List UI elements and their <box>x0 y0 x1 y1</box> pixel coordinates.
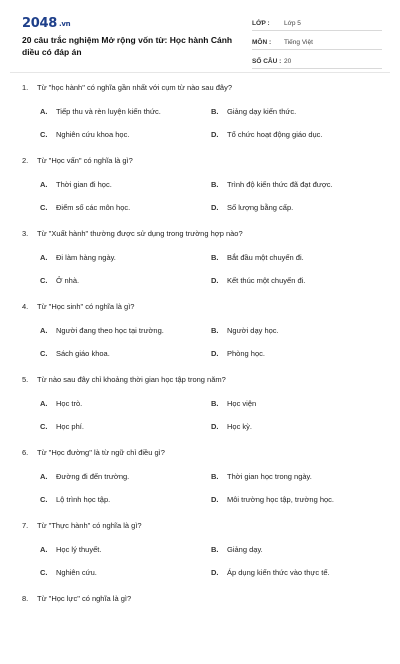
meta-value: 20 <box>284 57 292 65</box>
answer-options <box>22 533 382 588</box>
option-letter: A. <box>40 544 48 554</box>
answer-option[interactable] <box>40 251 210 263</box>
question-number: 3. <box>22 229 29 238</box>
question-item <box>22 153 382 226</box>
option-letter: A. <box>40 471 48 481</box>
option-letter: D. <box>211 421 219 431</box>
question-number: 2. <box>22 156 29 165</box>
meta-row-question-count <box>252 54 382 69</box>
question-item <box>22 299 382 372</box>
answer-option[interactable] <box>211 251 381 263</box>
option-text: Đi làm hàng ngày. <box>56 252 116 262</box>
question-number: 7. <box>22 521 29 530</box>
answer-option[interactable] <box>40 420 210 432</box>
question-text: Từ nào sau đây chỉ khoảng thời gian học tập trong năm? <box>37 375 226 384</box>
answer-option[interactable] <box>40 543 210 555</box>
question-item <box>22 445 382 518</box>
answer-options <box>22 95 382 150</box>
answer-option[interactable] <box>40 324 210 336</box>
question-text: Từ "Học sinh" có nghĩa là gì? <box>37 302 135 311</box>
option-letter: C. <box>40 494 48 504</box>
brand-logo[interactable] <box>22 16 70 31</box>
answer-option[interactable] <box>40 178 210 190</box>
option-letter: A. <box>40 325 48 335</box>
answer-option[interactable] <box>211 543 381 555</box>
option-letter: B. <box>211 471 219 481</box>
answer-options <box>22 460 382 515</box>
answer-option[interactable] <box>211 128 381 140</box>
option-text: Giảng dạy kiến thức. <box>227 106 297 116</box>
meta-row-grade <box>252 16 382 31</box>
option-text: Đường đi đến trường. <box>56 471 130 481</box>
option-letter: D. <box>211 567 219 577</box>
answer-option[interactable] <box>40 274 210 286</box>
answer-option[interactable] <box>211 178 381 190</box>
option-text: Học viện <box>227 398 257 408</box>
answer-option[interactable] <box>211 347 381 359</box>
question-item <box>22 591 382 664</box>
option-letter: A. <box>40 398 48 408</box>
option-text: Học trò. <box>56 398 83 408</box>
answer-option[interactable] <box>40 397 210 409</box>
option-letter: A. <box>40 179 48 189</box>
option-text: Thời gian học trong ngày. <box>227 471 312 481</box>
option-text: Ở nhà. <box>56 275 80 285</box>
option-text: Người dạy học. <box>227 325 279 335</box>
option-letter: D. <box>211 275 219 285</box>
meta-label: MÔN : <box>252 38 272 46</box>
option-letter: B. <box>211 398 219 408</box>
answer-option[interactable] <box>211 324 381 336</box>
answer-option[interactable] <box>40 105 210 117</box>
answer-options <box>22 168 382 223</box>
brand-logo-suffix: .vn <box>58 20 71 28</box>
question-item <box>22 226 382 299</box>
meta-info-panel <box>252 16 382 73</box>
option-text: Học lý thuyết. <box>56 544 102 554</box>
question-number: 4. <box>22 302 29 311</box>
option-text: Nghiên cứu. <box>56 567 97 577</box>
brand-logo-text: 2048 <box>22 16 57 31</box>
answer-option[interactable] <box>40 201 210 213</box>
question-item <box>22 518 382 591</box>
answer-option[interactable] <box>211 201 381 213</box>
option-text: Giảng dạy. <box>227 544 263 554</box>
question-list <box>22 80 382 664</box>
question-number: 6. <box>22 448 29 457</box>
question-number: 5. <box>22 375 29 384</box>
answer-option[interactable] <box>211 105 381 117</box>
question-number: 8. <box>22 594 29 603</box>
question-item <box>22 80 382 153</box>
answer-option[interactable] <box>40 128 210 140</box>
option-letter: D. <box>211 202 219 212</box>
meta-row-subject <box>252 35 382 50</box>
option-letter: B. <box>211 252 219 262</box>
answer-option[interactable] <box>211 397 381 409</box>
option-letter: C. <box>40 129 48 139</box>
question-text: Từ "Học lực" có nghĩa là gì? <box>37 594 132 603</box>
option-text: Áp dụng kiến thức vào thực tế. <box>227 567 330 577</box>
question-text: Từ "Xuất hành" thường được sử dụng trong trường hợp nào? <box>37 229 243 238</box>
option-letter: B. <box>211 179 219 189</box>
question-text: Từ "Học đường" là từ ngữ chỉ điều gì? <box>37 448 165 457</box>
option-letter: B. <box>211 325 219 335</box>
option-letter: C. <box>40 421 48 431</box>
question-item <box>22 372 382 445</box>
option-text: Số lượng bằng cấp. <box>227 202 294 212</box>
option-text: Bắt đầu một chuyến đi. <box>227 252 304 262</box>
option-letter: C. <box>40 202 48 212</box>
option-text: Kết thúc một chuyến đi. <box>227 275 306 285</box>
answer-option[interactable] <box>211 566 381 578</box>
option-text: Lộ trình học tập. <box>56 494 111 504</box>
option-text: Người đang theo học tại trường. <box>56 325 164 335</box>
option-text: Trình độ kiến thức đã đạt được. <box>227 179 333 189</box>
option-text: Học kỳ. <box>227 421 253 431</box>
meta-value: Tiếng Việt <box>284 38 313 46</box>
answer-option[interactable] <box>40 566 210 578</box>
option-text: Học phí. <box>56 421 84 431</box>
header-divider <box>10 72 390 73</box>
option-letter: D. <box>211 494 219 504</box>
option-letter: C. <box>40 275 48 285</box>
option-text: Thời gian đi học. <box>56 179 112 189</box>
option-letter: B. <box>211 544 219 554</box>
answer-options <box>22 241 382 296</box>
answer-option[interactable] <box>211 420 381 432</box>
option-letter: D. <box>211 129 219 139</box>
option-text: Sách giáo khoa. <box>56 348 110 358</box>
option-text: Phòng học. <box>227 348 265 358</box>
answer-option[interactable] <box>40 347 210 359</box>
question-text: Từ "Thực hành" có nghĩa là gì? <box>37 521 142 530</box>
question-number: 1. <box>22 83 29 92</box>
question-text: Từ "học hành" có nghĩa gần nhất với cụm từ nào sau đây? <box>37 83 232 92</box>
meta-label: SỐ CÂU : <box>252 57 282 65</box>
option-text: Điểm số các môn học. <box>56 202 131 212</box>
option-letter: A. <box>40 106 48 116</box>
option-letter: C. <box>40 348 48 358</box>
option-letter: C. <box>40 567 48 577</box>
question-text: Từ "Học vấn" có nghĩa là gì? <box>37 156 133 165</box>
answer-options <box>22 387 382 442</box>
answer-option[interactable] <box>40 493 210 505</box>
answer-options <box>22 314 382 369</box>
document-title: 20 câu trắc nghiệm Mở rộng vốn từ: Học hành Cánh diều có đáp án <box>22 35 233 57</box>
option-text: Tổ chức hoạt động giáo dục. <box>227 129 323 139</box>
meta-label: LỚP : <box>252 19 270 27</box>
option-text: Tiếp thu và rèn luyện kiến thức. <box>56 106 161 116</box>
option-text: Môi trường học tập, trường học. <box>227 494 335 504</box>
answer-option[interactable] <box>211 470 381 482</box>
option-letter: A. <box>40 252 48 262</box>
meta-value: Lớp 5 <box>284 19 301 27</box>
option-letter: D. <box>211 348 219 358</box>
answer-option[interactable] <box>211 274 381 286</box>
option-letter: B. <box>211 106 219 116</box>
answer-option[interactable] <box>211 493 381 505</box>
option-text: Nghiên cứu khoa học. <box>56 129 130 139</box>
answer-option[interactable] <box>40 470 210 482</box>
